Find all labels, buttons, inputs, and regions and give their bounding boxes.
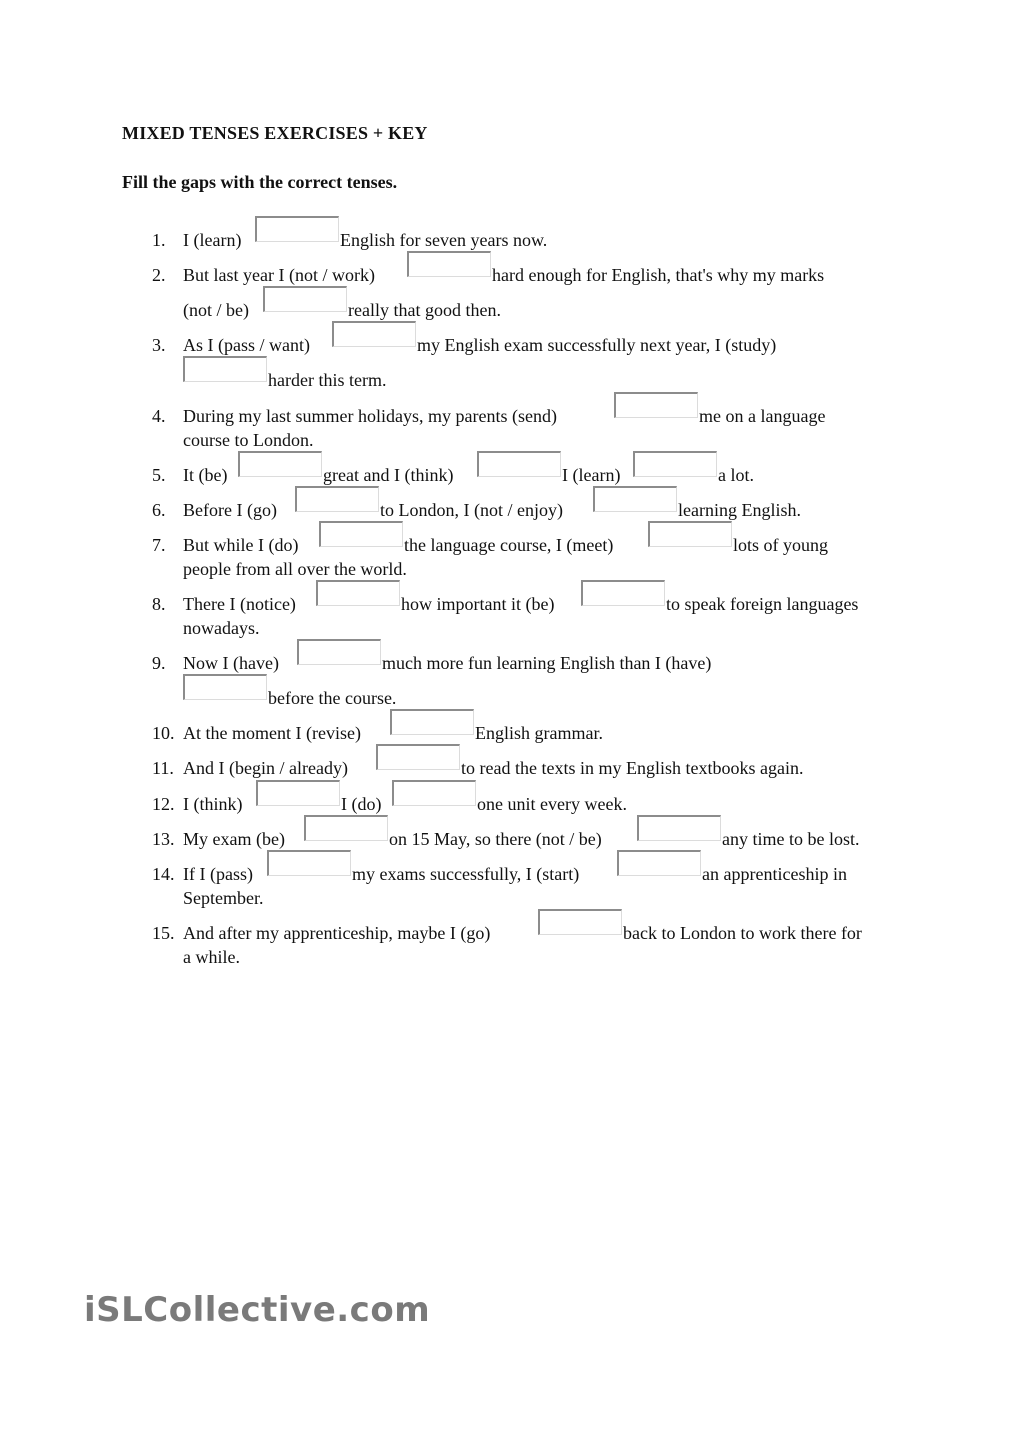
answer-gap[interactable] (238, 451, 322, 477)
answer-gap[interactable] (477, 451, 561, 477)
answer-gap[interactable] (332, 321, 416, 347)
exercise-number: 9. (152, 653, 166, 673)
exercise-text: I (think) (183, 794, 243, 814)
exercise-number: 1. (152, 230, 166, 250)
answer-gap[interactable] (263, 286, 347, 312)
exercise-number: 14. (152, 864, 175, 884)
exercise-text: English for seven years now. (340, 230, 548, 250)
exercise-text: one unit every week. (477, 794, 627, 814)
answer-gap[interactable] (407, 251, 491, 277)
exercise-text: September. (183, 888, 264, 908)
exercise-text: the language course, I (meet) (404, 535, 614, 555)
exercise-text: me on a language (699, 406, 826, 426)
answer-gap[interactable] (376, 744, 460, 770)
exercise-text: how important it (be) (401, 594, 555, 614)
answer-gap[interactable] (183, 356, 267, 382)
exercise-text: a lot. (718, 465, 754, 485)
exercise-text: people from all over the world. (183, 559, 407, 579)
exercise-text: back to London to work there for (623, 923, 862, 943)
exercise-text: learning English. (678, 500, 801, 520)
exercise-number: 6. (152, 500, 166, 520)
answer-gap[interactable] (614, 392, 698, 418)
exercise-text: a while. (183, 947, 240, 967)
exercise-number: 3. (152, 335, 166, 355)
exercise-text: My exam (be) (183, 829, 285, 849)
exercise-text: And after my apprenticeship, maybe I (go) (183, 923, 491, 943)
exercise-text: on 15 May, so there (not / be) (389, 829, 602, 849)
exercise-text: to read the texts in my English textbooks again. (461, 758, 804, 778)
answer-gap[interactable] (297, 639, 381, 665)
exercise-text: But while I (do) (183, 535, 299, 555)
exercise-text: harder this term. (268, 370, 387, 390)
exercise-text: course to London. (183, 430, 314, 450)
exercise-text: I (learn) (183, 230, 242, 250)
answer-gap[interactable] (538, 909, 622, 935)
answer-gap[interactable] (637, 815, 721, 841)
exercise-text: If I (pass) (183, 864, 253, 884)
exercise-text: really that good then. (348, 300, 501, 320)
exercise-text: Now I (have) (183, 653, 279, 673)
exercise-text: At the moment I (revise) (183, 723, 361, 743)
exercise-text: English grammar. (475, 723, 603, 743)
exercise-number: 2. (152, 265, 166, 285)
answer-gap[interactable] (390, 709, 474, 735)
exercise-text: my exams successfully, I (start) (352, 864, 580, 884)
exercise-text: to speak foreign languages (666, 594, 859, 614)
exercise-text: hard enough for English, that's why my marks (492, 265, 825, 285)
worksheet-title: MIXED TENSES EXERCISES + KEY (122, 123, 428, 143)
answer-gap[interactable] (316, 580, 400, 606)
exercise-text: great and I (think) (323, 465, 454, 485)
answer-gap[interactable] (304, 815, 388, 841)
exercise-text: to London, I (not / enjoy) (380, 500, 563, 520)
exercise-text: It (be) (183, 465, 228, 485)
exercise-text: Before I (go) (183, 500, 277, 520)
answer-gap[interactable] (183, 674, 267, 700)
answer-gap[interactable] (267, 850, 351, 876)
exercise-text: much more fun learning English than I (have) (382, 653, 712, 673)
answer-gap[interactable] (617, 850, 701, 876)
exercise-number: 12. (152, 794, 175, 814)
exercise-text: nowadays. (183, 618, 260, 638)
exercise-text: I (do) (341, 794, 382, 814)
answer-gap[interactable] (593, 486, 677, 512)
exercise-text: lots of young (733, 535, 829, 555)
answer-gap[interactable] (319, 521, 403, 547)
exercise-text: As I (pass / want) (183, 335, 310, 355)
exercise-text: I (learn) (562, 465, 621, 485)
answer-gap[interactable] (581, 580, 665, 606)
answer-gap[interactable] (633, 451, 717, 477)
exercise-number: 13. (152, 829, 175, 849)
exercise-number: 4. (152, 406, 166, 426)
exercise-number: 5. (152, 465, 166, 485)
exercise-text: But last year I (not / work) (183, 265, 375, 285)
exercise-number: 8. (152, 594, 166, 614)
exercise-text: any time to be lost. (722, 829, 860, 849)
answer-gap[interactable] (255, 216, 339, 242)
exercise-text: before the course. (268, 688, 397, 708)
exercise-number: 11. (152, 758, 174, 778)
exercise-text: an apprenticeship in (702, 864, 847, 884)
exercise-text: There I (notice) (183, 594, 296, 614)
instructions: Fill the gaps with the correct tenses. (122, 172, 398, 192)
exercise-text: my English exam successfully next year, I (study) (417, 335, 777, 355)
exercise-text: (not / be) (183, 300, 249, 320)
exercise-number: 10. (152, 723, 175, 743)
answer-gap[interactable] (295, 486, 379, 512)
answer-gap[interactable] (392, 780, 476, 806)
exercise-text: And I (begin / already) (183, 758, 348, 778)
exercise-text: During my last summer holidays, my parents (send) (183, 406, 557, 426)
exercise-number: 7. (152, 535, 166, 555)
exercise-number: 15. (152, 923, 175, 943)
islcollective-watermark: iSLCollective.com (84, 1290, 431, 1330)
answer-gap[interactable] (648, 521, 732, 547)
answer-gap[interactable] (256, 780, 340, 806)
